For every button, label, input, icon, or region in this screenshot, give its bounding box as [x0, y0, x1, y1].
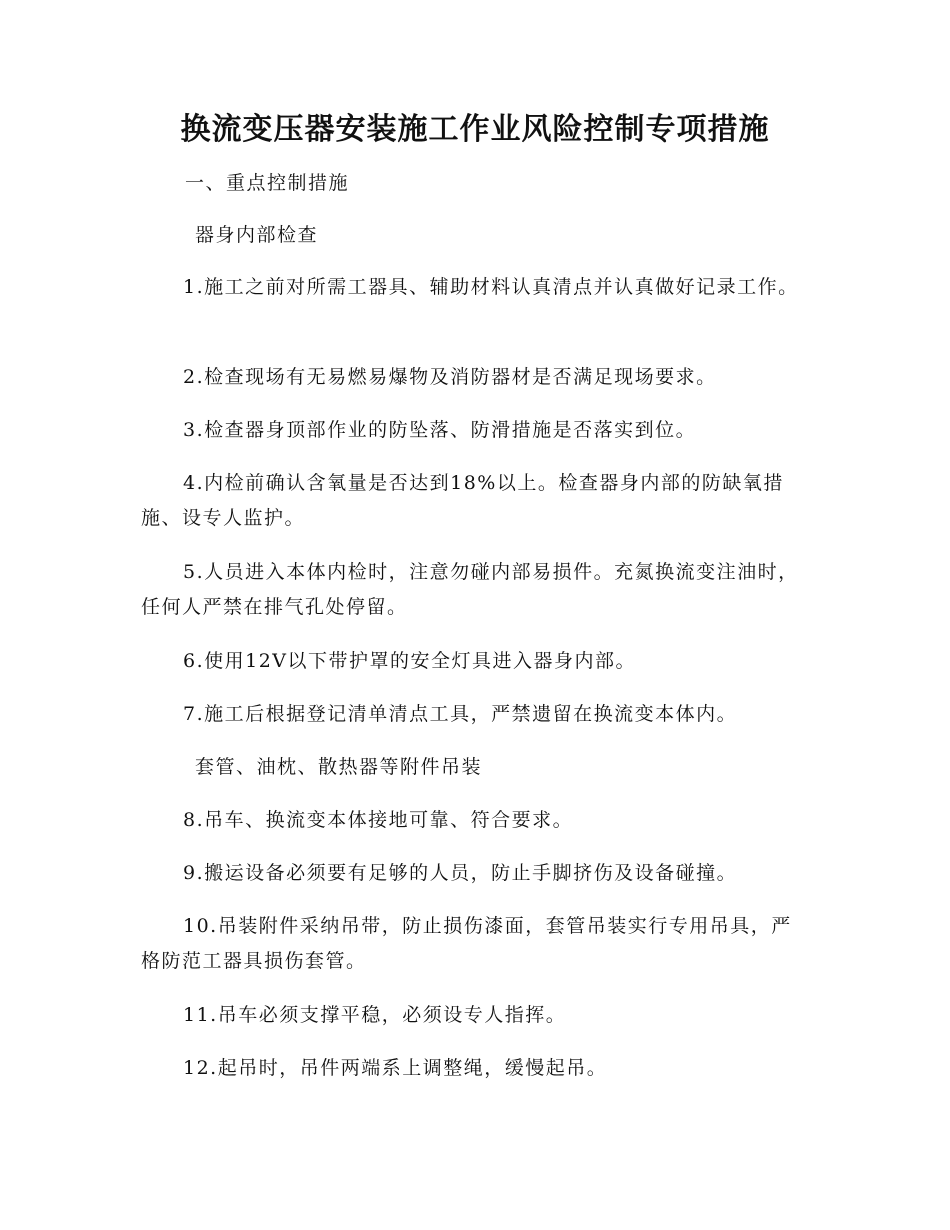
- list-item-1: 1.施工之前对所需工器具、辅助材料认真清点并认真做好记录工作。: [183, 276, 799, 298]
- subsection-heading-accessory-lifting: 套管、油枕、散热器等附件吊装: [195, 756, 483, 778]
- list-item-12: 12.起吊时，吊件两端系上调整绳，缓慢起吊。: [183, 1057, 608, 1079]
- list-item-8: 8.吊车、换流变本体接地可靠、符合要求。: [183, 809, 574, 831]
- list-item-4: 4.内检前确认含氧量是否达到18%以上。检查器身内部的防缺氧措施、设专人监护。: [141, 472, 784, 529]
- list-item-11: 11.吊车必须支撑平稳，必须设专人指挥。: [183, 1004, 567, 1026]
- list-item-10: 10.吊装附件采纳吊带，防止损伤漆面，套管吊装实行专用吊具，严格防范工器具损伤套管。: [141, 915, 792, 972]
- section-heading-key-control-measures: 一、重点控制措施: [185, 172, 350, 194]
- subsection-heading-internal-inspection: 器身内部检查: [195, 224, 319, 246]
- list-item-9: 9.搬运设备必须要有足够的人员，防止手脚挤伤及设备碰撞。: [183, 862, 738, 884]
- list-item-5: 5.人员进入本体内检时，注意勿碰内部易损件。充氮换流变注油时，任何人严禁在排气孔处停留。: [141, 561, 799, 618]
- list-item-2: 2.检查现场有无易燃易爆物及消防器材是否满足现场要求。: [183, 366, 717, 388]
- document-title: 换流变压器安装施工作业风险控制专项措施: [180, 112, 770, 147]
- list-item-3: 3.检查器身顶部作业的防坠落、防滑措施是否落实到位。: [183, 419, 697, 441]
- list-item-7: 7.施工后根据登记清单清点工具，严禁遗留在换流变本体内。: [183, 703, 738, 725]
- list-item-6: 6.使用12V以下带护罩的安全灯具进入器身内部。: [183, 650, 637, 672]
